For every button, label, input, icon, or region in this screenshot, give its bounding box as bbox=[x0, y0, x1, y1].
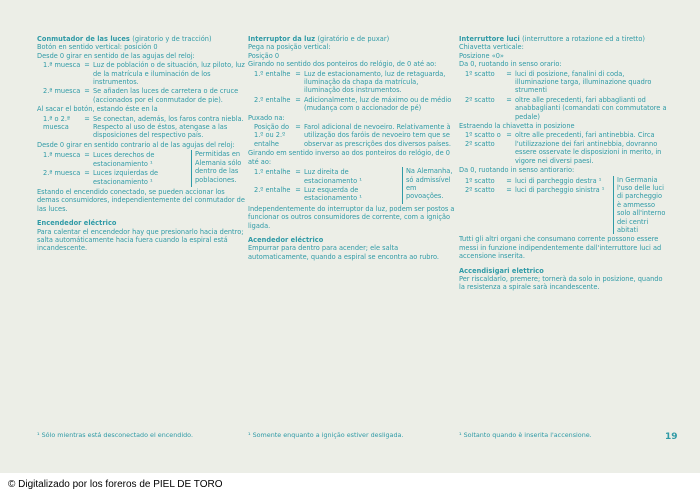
equals-sign: = bbox=[84, 61, 90, 70]
paragraph: Al sacar el botón, estando éste en la bbox=[37, 105, 158, 114]
setting-description: Farol adicional de nevoeiro. Relativamente à utilização dos faróis de nevoeiro tem que se observar as prescrições dos diversos países. bbox=[304, 123, 451, 148]
paragraph: Estraendo la chiavetta in posizione bbox=[459, 122, 575, 131]
setting-label: 1º scatto bbox=[465, 69, 495, 78]
setting-description: Luz de estacionamento, luz de retaguarda, iluminação da chapa da matrícula, iluminação dos instrumentos. bbox=[304, 69, 446, 95]
paragraph: Botón en sentido vertical: posición 0 bbox=[37, 43, 158, 52]
setting-row bbox=[37, 151, 188, 168]
heading-note: (giratorio y de tracción) bbox=[132, 35, 212, 43]
setting-row bbox=[459, 96, 667, 121]
heading-text: Interruttore luci bbox=[459, 35, 520, 43]
setting-row bbox=[248, 96, 456, 113]
digitization-credit: © Digitalizado por los foreros de PIEL DE TORO bbox=[0, 473, 700, 496]
setting-description: luci di parcheggio destra ¹ bbox=[515, 176, 602, 185]
column-italian bbox=[459, 34, 667, 292]
setting-label: 2.º entalhe bbox=[254, 95, 291, 104]
equals-sign: = bbox=[84, 87, 90, 96]
paragraph: Desde 0 girar en sentido de las agujas del reloj: bbox=[37, 51, 195, 60]
footnote-portuguese: ¹ Somente enquanto a ignição estiver desligada. bbox=[248, 431, 404, 439]
equals-sign: = bbox=[506, 95, 512, 104]
setting-label: 2.º entalhe bbox=[254, 185, 291, 194]
paragraph: Posizione «0» bbox=[459, 51, 504, 60]
equals-sign: = bbox=[295, 69, 301, 78]
setting-row bbox=[248, 186, 399, 203]
heading-note: (interruttore a rotazione ed a tiretto) bbox=[522, 35, 646, 43]
column-spanish bbox=[37, 34, 245, 253]
parking-lights-group bbox=[459, 176, 667, 235]
setting-description: Adicionalmente, luz de máximo ou de médio (mudança com o accionador de pé) bbox=[304, 95, 452, 113]
setting-row bbox=[459, 70, 667, 95]
setting-description: Luz de población o de situación, luz piloto, luz de la matrícula e iluminación de los instrumentos. bbox=[93, 61, 245, 87]
equals-sign: = bbox=[506, 176, 512, 185]
setting-label: 1.ª o 2.ª muesca bbox=[43, 114, 71, 132]
setting-description: Luz direita de estacionamento ¹ bbox=[304, 168, 362, 185]
setting-label: Posição do 1.º ou 2.º entalhe bbox=[254, 123, 290, 148]
setting-row bbox=[459, 131, 667, 165]
setting-label: 2º scatto bbox=[465, 95, 495, 104]
paragraph: Da 0, ruotando in senso orario: bbox=[459, 60, 562, 69]
setting-row bbox=[248, 70, 456, 95]
side-note: Permitidas en Alemania sólo dentro de las poblaciones. bbox=[191, 150, 245, 187]
section-heading-lighter: Accendisigari elettrico bbox=[459, 266, 544, 275]
setting-label: 1º scatto bbox=[465, 176, 495, 185]
parking-lights-group bbox=[248, 167, 456, 204]
paragraph: Estando el encendido conectado, se pueden accionar los demas consumidores, independientemente del conmutador de las luces. bbox=[37, 187, 245, 213]
section-heading-light-switch bbox=[37, 35, 245, 43]
column-portuguese bbox=[248, 34, 456, 261]
setting-row bbox=[37, 87, 245, 104]
setting-description: Luz esquerda de estacionamento ¹ bbox=[304, 185, 362, 203]
paragraph: Independentemente do interruptor da luz, podem ser postos a funcionar os outros consumidores de corrente, com a ignição ligada. bbox=[248, 204, 455, 230]
setting-row bbox=[248, 168, 399, 185]
paragraph: Chiavetta verticale: bbox=[459, 43, 524, 52]
section-heading-lighter: Encendedor eléctrico bbox=[37, 219, 117, 228]
equals-sign: = bbox=[506, 185, 512, 194]
setting-description: Se añaden las luces de carretera o de cruce (accionados por el conmutador de pie). bbox=[93, 87, 239, 104]
setting-row bbox=[459, 186, 610, 194]
setting-description: Luces izquierdas de estacionamiento ¹ bbox=[93, 169, 159, 186]
equals-sign: = bbox=[295, 185, 301, 194]
equals-sign: = bbox=[506, 69, 512, 78]
setting-description: Se conectan, además, los faros contra niebla. Respecto al uso de éstos, atengase a las disposiciones del respectivo país. bbox=[93, 114, 244, 140]
paragraph: Girando no sentido dos ponteiros do relógio, de 0 até ao: bbox=[248, 60, 437, 69]
side-note: In Germania l'uso delle luci di parcheggio è ammesso solo all'interno dei centri abitati bbox=[613, 176, 667, 235]
equals-sign: = bbox=[84, 151, 90, 160]
paragraph: Tutti gli altri organi che consumano corrente possono essere messi in funzione indipendentemente dall'interruttore luci ad accensione inserita. bbox=[459, 235, 662, 261]
section-heading-light-switch bbox=[459, 35, 667, 43]
paragraph: Empurrar para dentro para acender; ele salta automaticamente, quando a espiral se encontra ao rubro. bbox=[248, 244, 440, 261]
heading-note: (giratório e de puxar) bbox=[317, 35, 390, 43]
paragraph: Pega na posição vertical: bbox=[248, 43, 331, 52]
setting-label: 2.ª muesca bbox=[43, 169, 81, 178]
setting-description: luci di parcheggio sinistra ¹ bbox=[515, 185, 605, 194]
paragraph: Desde 0 girar en sentido contrario al de las agujas del reloj: bbox=[37, 140, 235, 149]
heading-text: Interruptor da luz bbox=[248, 35, 316, 43]
setting-description: oltre alle precedenti, fari antinebbia. Circa l'utilizzazione dei fari antinebbia, dovranno essere osservate le disposizioni in merito, in vigore nei diversi paesi. bbox=[515, 131, 662, 165]
setting-label: 1.ª muesca bbox=[43, 151, 81, 160]
setting-label: 1.º entalhe bbox=[254, 168, 291, 177]
setting-label: 1.ª muesca bbox=[43, 61, 81, 70]
equals-sign: = bbox=[295, 123, 301, 132]
setting-row bbox=[37, 61, 245, 86]
section-heading-lighter: Acendedor eléctrico bbox=[248, 235, 324, 244]
section-heading-light-switch bbox=[248, 35, 456, 43]
setting-description: luci di posizione, fanalini di coda, illuminazione targa, illuminazione quadro strumenti bbox=[515, 69, 652, 95]
setting-label: 2º scatto bbox=[465, 185, 495, 194]
setting-description: oltre alle precedenti, fari abbaglianti od anabbaglianti (comandati con commutatore a pedale) bbox=[515, 95, 667, 121]
equals-sign: = bbox=[295, 168, 301, 177]
setting-description: Luces derechos de estacionamiento ¹ bbox=[93, 151, 155, 168]
equals-sign: = bbox=[295, 95, 301, 104]
setting-row bbox=[37, 115, 245, 140]
heading-text: Conmutador de las luces bbox=[37, 35, 130, 43]
setting-label: 1º scatto o 2º scatto bbox=[465, 131, 501, 148]
equals-sign: = bbox=[84, 114, 90, 123]
footnote-italian: ¹ Soltanto quando è inserita l'accensione. bbox=[459, 431, 592, 439]
setting-label: 2.ª muesca bbox=[43, 87, 81, 96]
equals-sign: = bbox=[84, 169, 90, 178]
equals-sign: = bbox=[506, 131, 512, 140]
paragraph: Girando em sentido inverso ao dos ponteiros do relógio, de 0 até ao: bbox=[248, 149, 450, 166]
paragraph: Posição 0 bbox=[248, 51, 280, 60]
paragraph: Per riscaldarlo, premere; tornerà da solo in posizione, quando la resistenza a spirale sarà incandescente. bbox=[459, 274, 663, 292]
paragraph: Para calentar el encendedor hay que presionarlo hacia dentro; salta automáticamente hacia fuera cuando la espiral está incandescente. bbox=[37, 227, 244, 253]
setting-row bbox=[459, 177, 610, 185]
parking-lights-group bbox=[37, 150, 245, 187]
side-note: Na Alemanha, só admissível em povoações. bbox=[402, 167, 456, 204]
page-number: 19 bbox=[665, 432, 678, 442]
paragraph: Da 0, ruotando in senso antiorario: bbox=[459, 166, 575, 175]
setting-row bbox=[248, 123, 456, 148]
setting-row bbox=[37, 169, 188, 186]
paragraph: Puxado na: bbox=[248, 113, 285, 122]
footnote-spanish: ¹ Sólo mientras está desconectado el encendido. bbox=[37, 431, 193, 439]
setting-label: 1.º entalhe bbox=[254, 69, 291, 78]
